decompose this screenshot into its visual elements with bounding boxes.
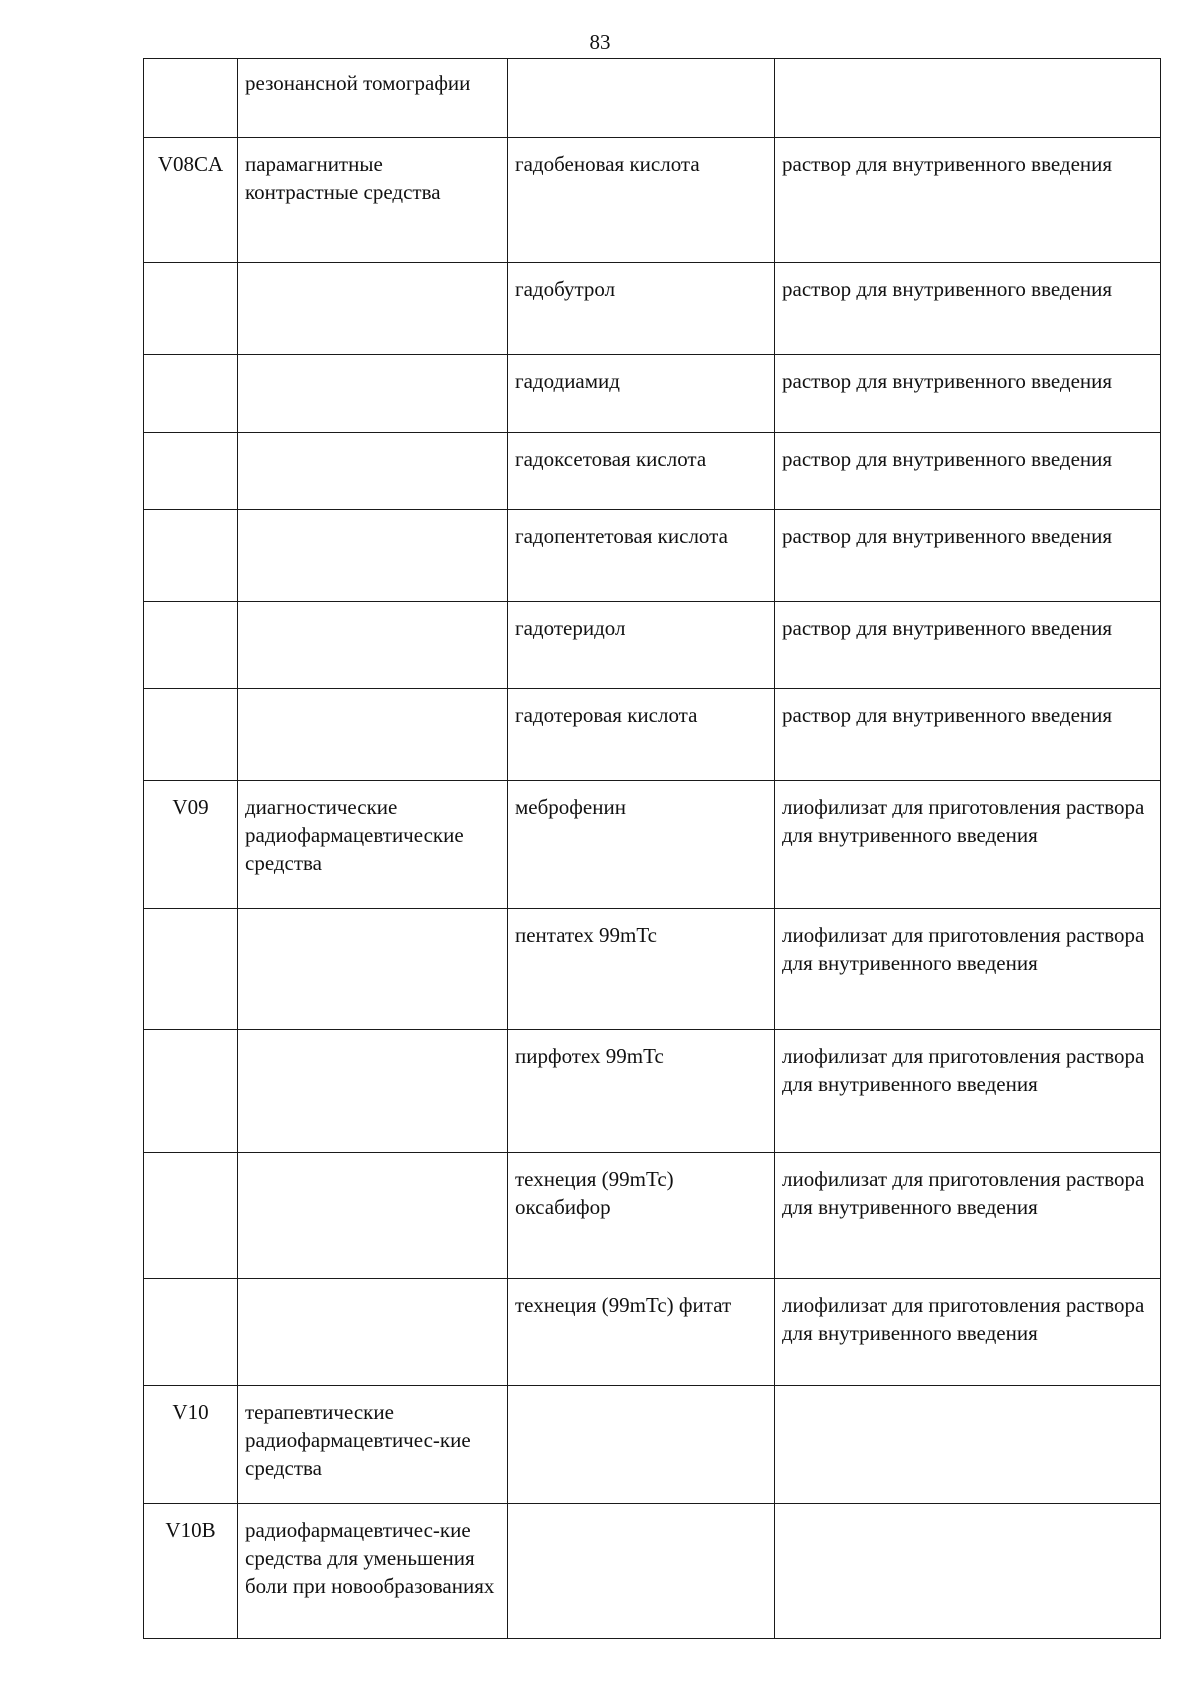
table-row — [144, 59, 1161, 138]
table-row — [144, 1030, 1161, 1153]
group-name — [238, 355, 508, 433]
atc-code — [144, 59, 238, 138]
table-row — [144, 602, 1161, 689]
drug-name: гадотеридол — [508, 602, 775, 689]
drug-name: гадотеровая кислота — [508, 689, 775, 781]
atc-code: V10 — [144, 1386, 238, 1504]
group-name — [238, 263, 508, 355]
table-row — [144, 1386, 1161, 1504]
group-name — [238, 433, 508, 510]
group-name: парамагнитные контрастные средства — [238, 138, 508, 263]
atc-code — [144, 689, 238, 781]
table-row — [144, 1279, 1161, 1386]
table-row — [144, 510, 1161, 602]
dosage-form: раствор для внутривенного введения — [775, 355, 1161, 433]
dosage-form: лиофилизат для приготовления раствора для внутривенного введения — [775, 909, 1161, 1030]
table-row — [144, 909, 1161, 1030]
group-name — [238, 689, 508, 781]
drug-name: технеция (99mTc) оксабифор — [508, 1153, 775, 1279]
atc-code: V08CA — [144, 138, 238, 263]
drug-name: пирфотех 99mTc — [508, 1030, 775, 1153]
group-name — [238, 1030, 508, 1153]
atc-code — [144, 602, 238, 689]
table-row — [144, 689, 1161, 781]
dosage-form: раствор для внутривенного введения — [775, 602, 1161, 689]
table-row — [144, 1504, 1161, 1639]
dosage-form: раствор для внутривенного введения — [775, 689, 1161, 781]
drug-name: гадобеновая кислота — [508, 138, 775, 263]
medications-table — [143, 58, 1161, 1639]
dosage-form: раствор для внутривенного введения — [775, 138, 1161, 263]
drug-name — [508, 1504, 775, 1639]
atc-code: V09 — [144, 781, 238, 909]
drug-name: гадобутрол — [508, 263, 775, 355]
drug-name — [508, 1386, 775, 1504]
atc-code — [144, 1030, 238, 1153]
dosage-form: раствор для внутривенного введения — [775, 510, 1161, 602]
table-row — [144, 355, 1161, 433]
dosage-form: лиофилизат для приготовления раствора для внутривенного введения — [775, 1030, 1161, 1153]
group-name: диагностические радиофармацевтические средства — [238, 781, 508, 909]
dosage-form — [775, 1386, 1161, 1504]
group-name: радиофармацевтичес-кие средства для уменьшения боли при новообразованиях — [238, 1504, 508, 1639]
drug-name: гадопентетовая кислота — [508, 510, 775, 602]
atc-code — [144, 355, 238, 433]
atc-code — [144, 1153, 238, 1279]
dosage-form — [775, 59, 1161, 138]
dosage-form — [775, 1504, 1161, 1639]
drug-name: меброфенин — [508, 781, 775, 909]
group-name — [238, 1279, 508, 1386]
group-name: терапевтические радиофармацевтичес-кие средства — [238, 1386, 508, 1504]
atc-code — [144, 263, 238, 355]
table-row — [144, 781, 1161, 909]
group-name — [238, 602, 508, 689]
page-number: 83 — [589, 30, 611, 54]
dosage-form: раствор для внутривенного введения — [775, 433, 1161, 510]
drug-name: технеция (99mTc) фитат — [508, 1279, 775, 1386]
drug-name — [508, 59, 775, 138]
table-row — [144, 433, 1161, 510]
atc-code — [144, 433, 238, 510]
group-name: резонансной томографии — [238, 59, 508, 138]
table-row — [144, 138, 1161, 263]
drug-name: гадоксетовая кислота — [508, 433, 775, 510]
atc-code — [144, 909, 238, 1030]
drug-name: пентатех 99mTc — [508, 909, 775, 1030]
group-name — [238, 909, 508, 1030]
group-name — [238, 510, 508, 602]
atc-code — [144, 1279, 238, 1386]
dosage-form: раствор для внутривенного введения — [775, 263, 1161, 355]
atc-code — [144, 510, 238, 602]
dosage-form: лиофилизат для приготовления раствора для внутривенного введения — [775, 781, 1161, 909]
table-row — [144, 1153, 1161, 1279]
drug-name: гадодиамид — [508, 355, 775, 433]
dosage-form: лиофилизат для приготовления раствора для внутривенного введения — [775, 1279, 1161, 1386]
dosage-form: лиофилизат для приготовления раствора для внутривенного введения — [775, 1153, 1161, 1279]
atc-code: V10B — [144, 1504, 238, 1639]
group-name — [238, 1153, 508, 1279]
table-row — [144, 263, 1161, 355]
